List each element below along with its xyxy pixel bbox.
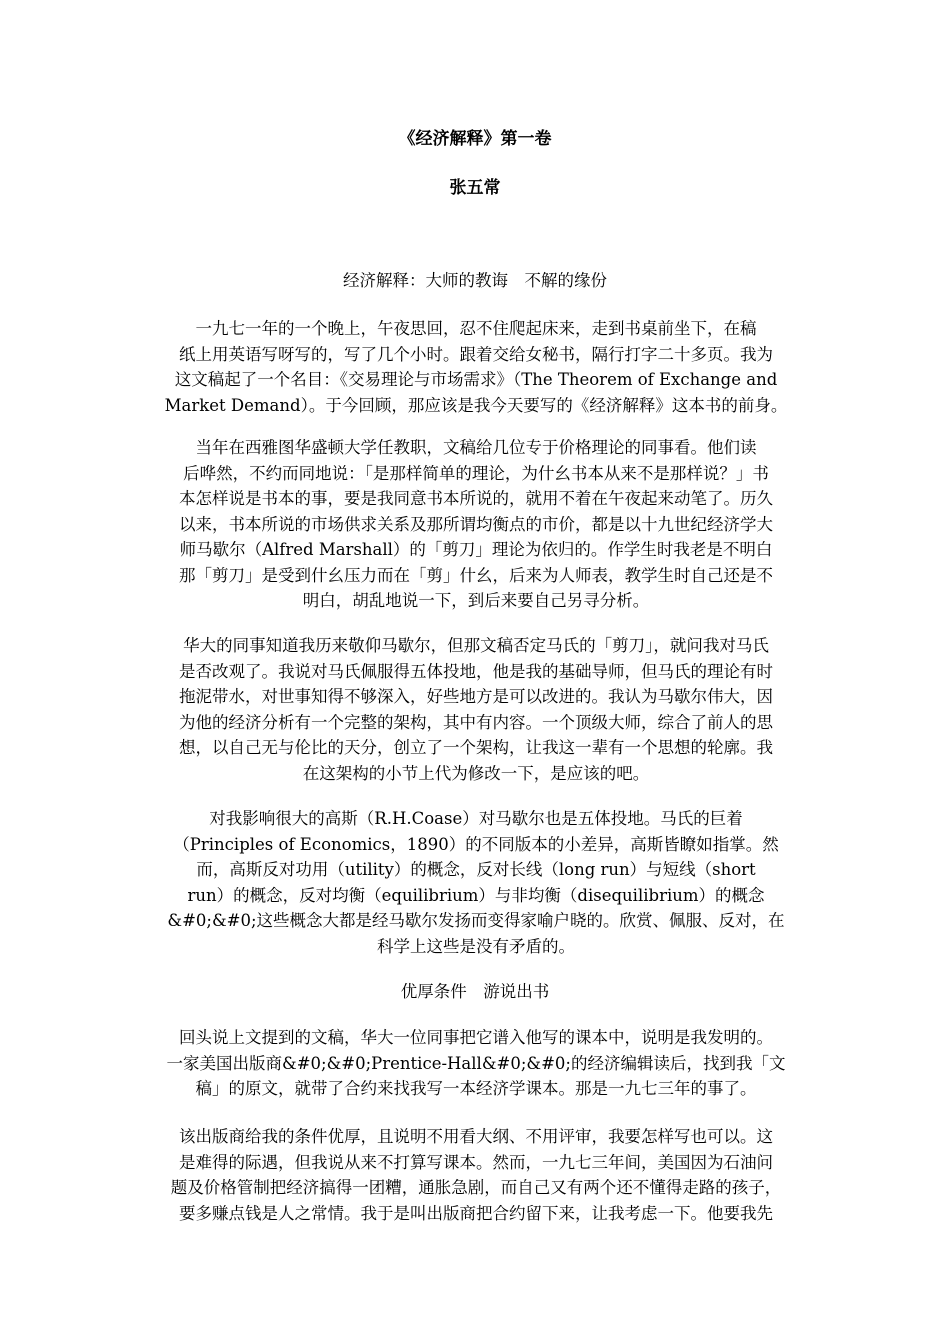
paragraph-line: 以来，书本所说的市场供求关系及那所谓均衡点的市价，都是以十九世纪经济学大 [179,514,773,534]
paragraph-line: 师马歇尔（Alfred Marshall）的「剪刀」理论为依归的。作学生时我老是不明白 [179,540,773,559]
paragraph-line: 对我影响很大的高斯（R.H.Coase）对马歇尔也是五体投地。马氏的巨着 [209,809,743,828]
paragraph-line: 为他的经济分析有一个完整的架构，其中有内容。一个顶级大师，综合了前人的思 [179,712,773,732]
paragraph-line: 当年在西雅图华盛顿大学任教职，文稿给几位专于价格理论的同事看。他们读 [195,438,757,457]
paragraph-line: run）的概念，反对均衡（equilibrium）与非均衡（disequilibrium）的概念 [187,885,765,905]
paragraph-line: 而，高斯反对功用（utility）的概念，反对长线（long run）与短线（short [196,860,756,879]
paragraph-line: 是难得的际遇，但我说从来不打算写课本。然而，一九七三年间，美国因为石油问 [179,1152,773,1172]
paragraph-line: 回头说上文提到的文稿，华大一位同事把它谱入他写的课本中，说明是我发明的。 [179,1028,773,1047]
paragraph-1 [131,316,821,418]
paragraph-line: 科学上这些是没有矛盾的。 [377,936,575,956]
paragraph-4 [131,806,821,959]
paragraph-line: 想，以自己无与伦比的天分，创立了一个架构，让我这一辈有一个思想的轮廓。我 [179,738,773,757]
paragraph-line: 华大的同事知道我历来敬仰马歇尔，但那文稿否定马氏的「剪刀」，就问我对马氏 [183,636,769,655]
paragraph-line: 纸上用英语写呀写的，写了几个小时。跟着交给女秘书，隔行打字二十多页。我为 [179,344,773,364]
paragraph-line: （Principles of Economics，1890）的不同版本的小差异，高斯皆瞭如指掌。然 [173,834,779,854]
paragraph-line: 明白，胡乱地说一下，到后来要自己另寻分析。 [302,591,650,610]
paragraph-line: 本怎样说是书本的事，要是我同意书本所说的，就用不着在午夜起来动笔了。历久 [179,489,773,508]
paragraph-line: 拖泥带水，对世事知得不够深入，好些地方是可以改进的。我认为马歇尔伟大，因 [179,687,773,706]
paragraph-line: 那「剪刀」是受到什幺压力而在「剪」什幺，后来为人师表，教学生时自己还是不 [179,565,773,585]
paragraph-line: 稿」的原文，就带了合约来找我写一本经济学课本。那是一九七三年的事了。 [195,1079,757,1098]
paragraph-2 [131,435,821,614]
paragraph-line: 题及价格管制把经济搞得一团糟，通胀急剧，而自己又有两个还不懂得走路的孩子， [170,1178,782,1197]
section-heading-2: 优厚条件 游说出书 [400,982,550,1001]
paragraph-line: 该出版商给我的条件优厚，且说明不用看大纲、不用评审，我要怎样写也可以。这 [179,1127,773,1146]
paragraph-line: 一家美国出版商&#0;&#0;Prentice-Hall&#0;&#0;的经济编辑读后，找到我「文 [166,1053,786,1073]
section-heading-1: 经济解释：大师的教诲 不解的缘份 [343,271,607,290]
document-title: 《经济解释》第一卷 [398,129,552,149]
paragraph-line: Market Demand）。于今回顾，那应该是我今天要写的《经济解释》这本书的前身。 [164,395,788,415]
paragraph-6 [131,1124,821,1226]
paragraph-line: 在这架构的小节上代为修改一下，是应该的吧。 [302,763,650,783]
paragraph-line: &#0;&#0;这些概念大都是经马歇尔发扬而变得家喻户晓的。欣赏、佩服、反对，在 [167,911,785,930]
paragraph-5 [131,1025,821,1102]
paragraph-line: 后哗然，不约而同地说：「是那样简单的理论，为什幺书本从来不是那样说？」书 [183,463,769,483]
paragraph-3 [131,633,821,786]
document-author: 张五常 [449,178,501,198]
paragraph-line: 要多赚点钱是人之常情。我于是叫出版商把合约留下来，让我考虑一下。他要我先 [179,1203,773,1223]
paragraph-line: 这文稿起了一个名目：《交易理论与市场需求》（The Theorem of Exchange and [174,370,778,389]
paragraph-line: 是否改观了。我说对马氏佩服得五体投地，他是我的基础导师，但马氏的理论有时 [179,661,773,681]
paragraph-line: 一九七一年的一个晚上，午夜思回，忍不住爬起床来，走到书桌前坐下，在稿 [195,319,757,338]
